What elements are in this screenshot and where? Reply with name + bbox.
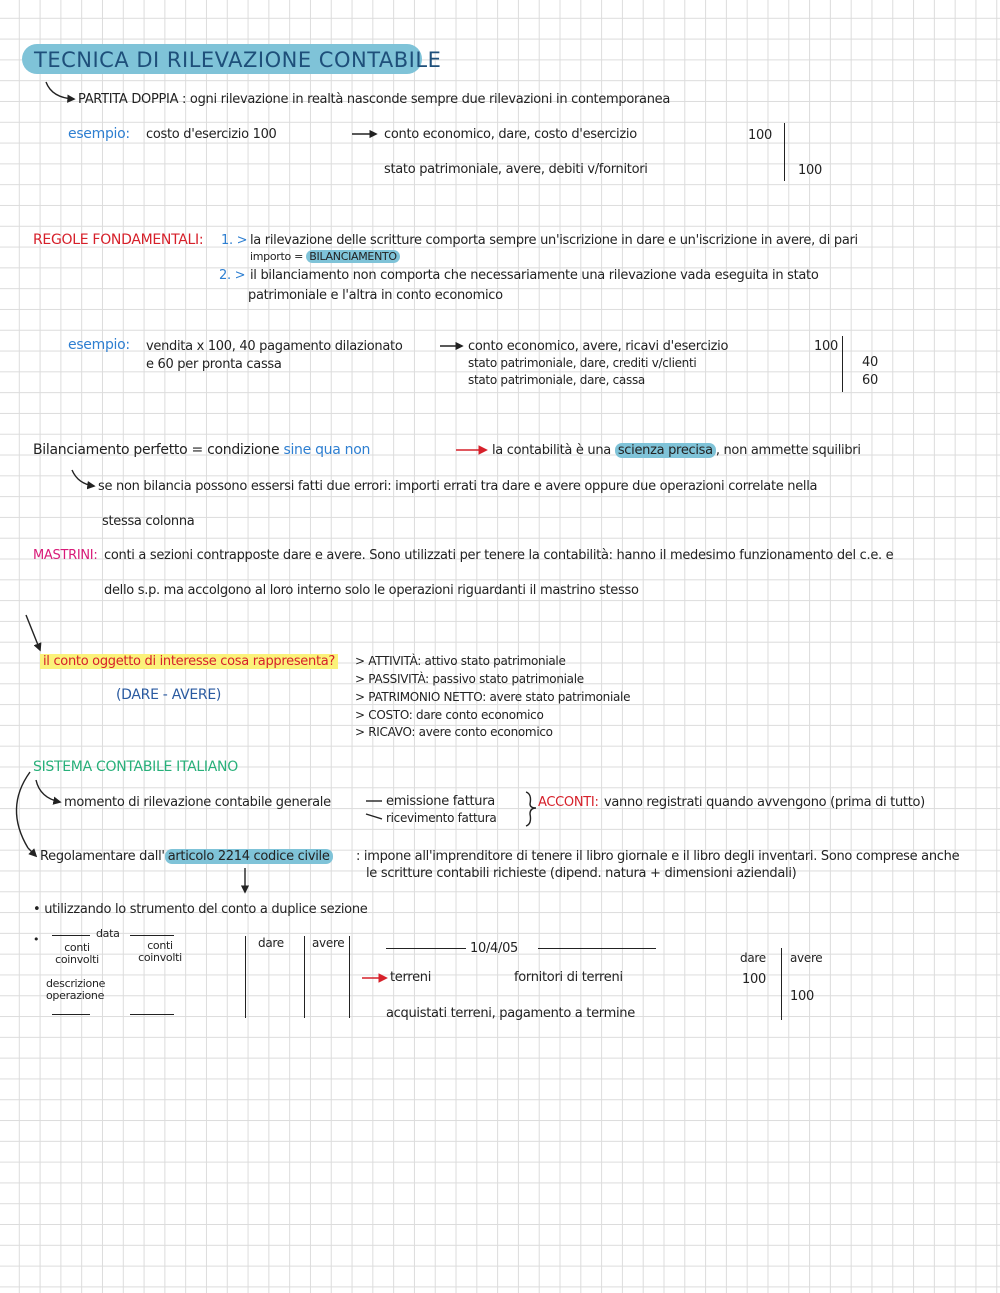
conto-item-4: > COSTO: dare conto economico bbox=[355, 708, 544, 722]
scienza-precisa-highlight: scienza precisa bbox=[615, 443, 716, 458]
conto-item-3: > PATRIMONIO NETTO: avere stato patrimoniale bbox=[355, 690, 631, 704]
rule-1-importo: importo = bbox=[250, 250, 307, 263]
journal-avere-account: fornitori di terreni bbox=[514, 970, 623, 985]
rule-2-text: il bilanciamento non comporta che necessariamente una rilevazione vada eseguita in stato bbox=[250, 268, 819, 283]
entry-value-2: 100 bbox=[798, 163, 822, 178]
example-2-right-1: conto economico, avere, ricavi d'esercizio bbox=[468, 339, 729, 354]
journal-col-avere: avere bbox=[790, 951, 823, 965]
example-2-right-2: stato patrimoniale, dare, crediti v/clienti bbox=[468, 356, 697, 370]
journal-line-right bbox=[538, 948, 656, 949]
journal-dare-account: terreni bbox=[390, 970, 432, 985]
rule-1-text: la rilevazione delle scritture comporta sempre un'iscrizione in dare e un'iscrizione in avere, di pari bbox=[250, 233, 858, 248]
scheme-conti-2: conti coinvolti bbox=[138, 939, 182, 964]
bilanciamento-line bbox=[33, 443, 370, 458]
sistema-label: SISTEMA CONTABILE ITALIANO bbox=[33, 759, 238, 775]
scienza-post: , non ammette squilibri bbox=[715, 443, 861, 458]
example-label-2: esempio: bbox=[68, 337, 130, 353]
example-2-left-1: vendita x 100, 40 pagamento dilazionato bbox=[146, 339, 403, 354]
utilizzando-text: • utilizzando lo strumento del conto a duplice sezione bbox=[33, 902, 368, 917]
rule-1-continuation bbox=[250, 251, 400, 263]
scheme-line-a bbox=[52, 935, 90, 936]
scienza-line bbox=[492, 443, 861, 458]
scheme-descrizione: descrizione operazione bbox=[46, 977, 106, 1002]
example-2-value-2: 40 bbox=[862, 355, 878, 370]
rule-2-continuation: patrimoniale e l'altra in conto economico bbox=[248, 288, 503, 303]
example-label-1: esempio: bbox=[68, 126, 130, 142]
journal-avere-value: 100 bbox=[790, 989, 814, 1004]
regolamentare-line bbox=[40, 849, 333, 864]
conto-item-5: > RICAVO: avere conto economico bbox=[355, 725, 553, 739]
page-title: TECNICA DI RILEVAZIONE CONTABILE bbox=[34, 48, 442, 72]
bilanciamento-sub-2: stessa colonna bbox=[102, 514, 195, 529]
regole-label: REGOLE FONDAMENTALI: bbox=[33, 232, 204, 248]
example-2-left-2: e 60 per pronta cassa bbox=[146, 357, 282, 372]
example-2-right-3: stato patrimoniale, dare, cassa bbox=[468, 373, 645, 387]
journal-divider bbox=[781, 948, 782, 1020]
partita-doppia-label: PARTITA DOPPIA bbox=[78, 92, 179, 107]
bilanciamento-highlight: BILANCIAMENTO bbox=[306, 250, 400, 263]
entry-line-1: conto economico, dare, costo d'esercizio bbox=[384, 127, 637, 142]
conto-item-2: > PASSIVITÀ: passivo stato patrimoniale bbox=[355, 672, 584, 686]
dare-avere-divider-1 bbox=[784, 123, 785, 181]
rule-2-number: 2. > bbox=[219, 268, 246, 283]
journal-col-dare: dare bbox=[740, 951, 766, 965]
scheme-conti-1: conti coinvolti bbox=[55, 941, 99, 966]
mastrini-label: MASTRINI: bbox=[33, 548, 98, 563]
ricevimento-text: ricevimento fattura bbox=[386, 811, 497, 825]
conto-oggetto-question-wrap bbox=[40, 654, 338, 669]
acconti-label: ACCONTI: bbox=[538, 795, 599, 810]
mastrini-text-1: conti a sezioni contrapposte dare e avere. Sono utilizzati per tenere la contabilità: hanno il medesimo funzionamento del c.e. e bbox=[104, 548, 894, 563]
scheme-line-b bbox=[130, 935, 174, 936]
impone-text-2: le scritture contabili richieste (dipend. natura + dimensioni aziendali) bbox=[366, 866, 797, 881]
partita-doppia-line bbox=[78, 92, 670, 107]
journal-line-left bbox=[386, 948, 466, 949]
scheme-data: data bbox=[96, 927, 120, 940]
entry-line-2: stato patrimoniale, avere, debiti v/fornitori bbox=[384, 162, 648, 177]
impone-text-1: : impone all'imprenditore di tenere il libro giornale e il libro degli inventari. Sono comprese anche bbox=[356, 849, 960, 864]
entry-value-1: 100 bbox=[748, 128, 772, 143]
conto-oggetto-question: il conto oggetto di interesse cosa rappresenta? bbox=[40, 654, 338, 669]
momento-text: momento di rilevazione contabile generale bbox=[64, 795, 331, 810]
sine-qua-non: sine qua non bbox=[283, 442, 371, 458]
acconti-text: vanno registrati quando avvengono (prima di tutto) bbox=[604, 795, 925, 810]
rule-1-number: 1. > bbox=[221, 233, 248, 248]
journal-date: 10/4/05 bbox=[470, 941, 519, 956]
regolamentare-pre: Regolamentare dall' bbox=[40, 849, 165, 864]
scheme-dare: dare bbox=[258, 936, 284, 950]
dare-avere-note: (DARE - AVERE) bbox=[116, 687, 222, 703]
example-2-value-1: 100 bbox=[814, 339, 838, 354]
scheme-bullet: • bbox=[33, 933, 40, 946]
bilanciamento-text: Bilanciamento perfetto = condizione bbox=[33, 442, 284, 458]
journal-dare-value: 100 bbox=[742, 972, 766, 987]
scienza-pre: la contabilità è una bbox=[492, 443, 615, 458]
articolo-highlight: articolo 2214 codice civile bbox=[165, 849, 333, 864]
scheme-line-c bbox=[52, 1014, 90, 1015]
example-2-value-3: 60 bbox=[862, 373, 878, 388]
journal-description: acquistati terreni, pagamento a termine bbox=[386, 1006, 635, 1021]
scheme-avere: avere bbox=[312, 936, 345, 950]
scheme-col-line-2 bbox=[304, 936, 305, 1018]
scheme-col-line-3 bbox=[349, 936, 350, 1018]
bilanciamento-sub-1: se non bilancia possono essersi fatti due errori: importi errati tra dare e avere oppure due operazioni correlate nella bbox=[98, 479, 818, 494]
dare-avere-divider-2 bbox=[842, 336, 843, 392]
emissione-text: emissione fattura bbox=[386, 794, 495, 809]
scheme-col-line-1 bbox=[245, 936, 246, 1018]
conto-item-1: > ATTIVITÀ: attivo stato patrimoniale bbox=[355, 654, 566, 668]
mastrini-text-2: dello s.p. ma accolgono al loro interno solo le operazioni riguardanti il mastrino stesso bbox=[104, 583, 639, 598]
partita-doppia-text: : ogni rilevazione in realtà nasconde sempre due rilevazioni in contemporanea bbox=[182, 92, 671, 107]
example-left-1: costo d'esercizio 100 bbox=[146, 127, 277, 142]
scheme-line-d bbox=[130, 1014, 174, 1015]
